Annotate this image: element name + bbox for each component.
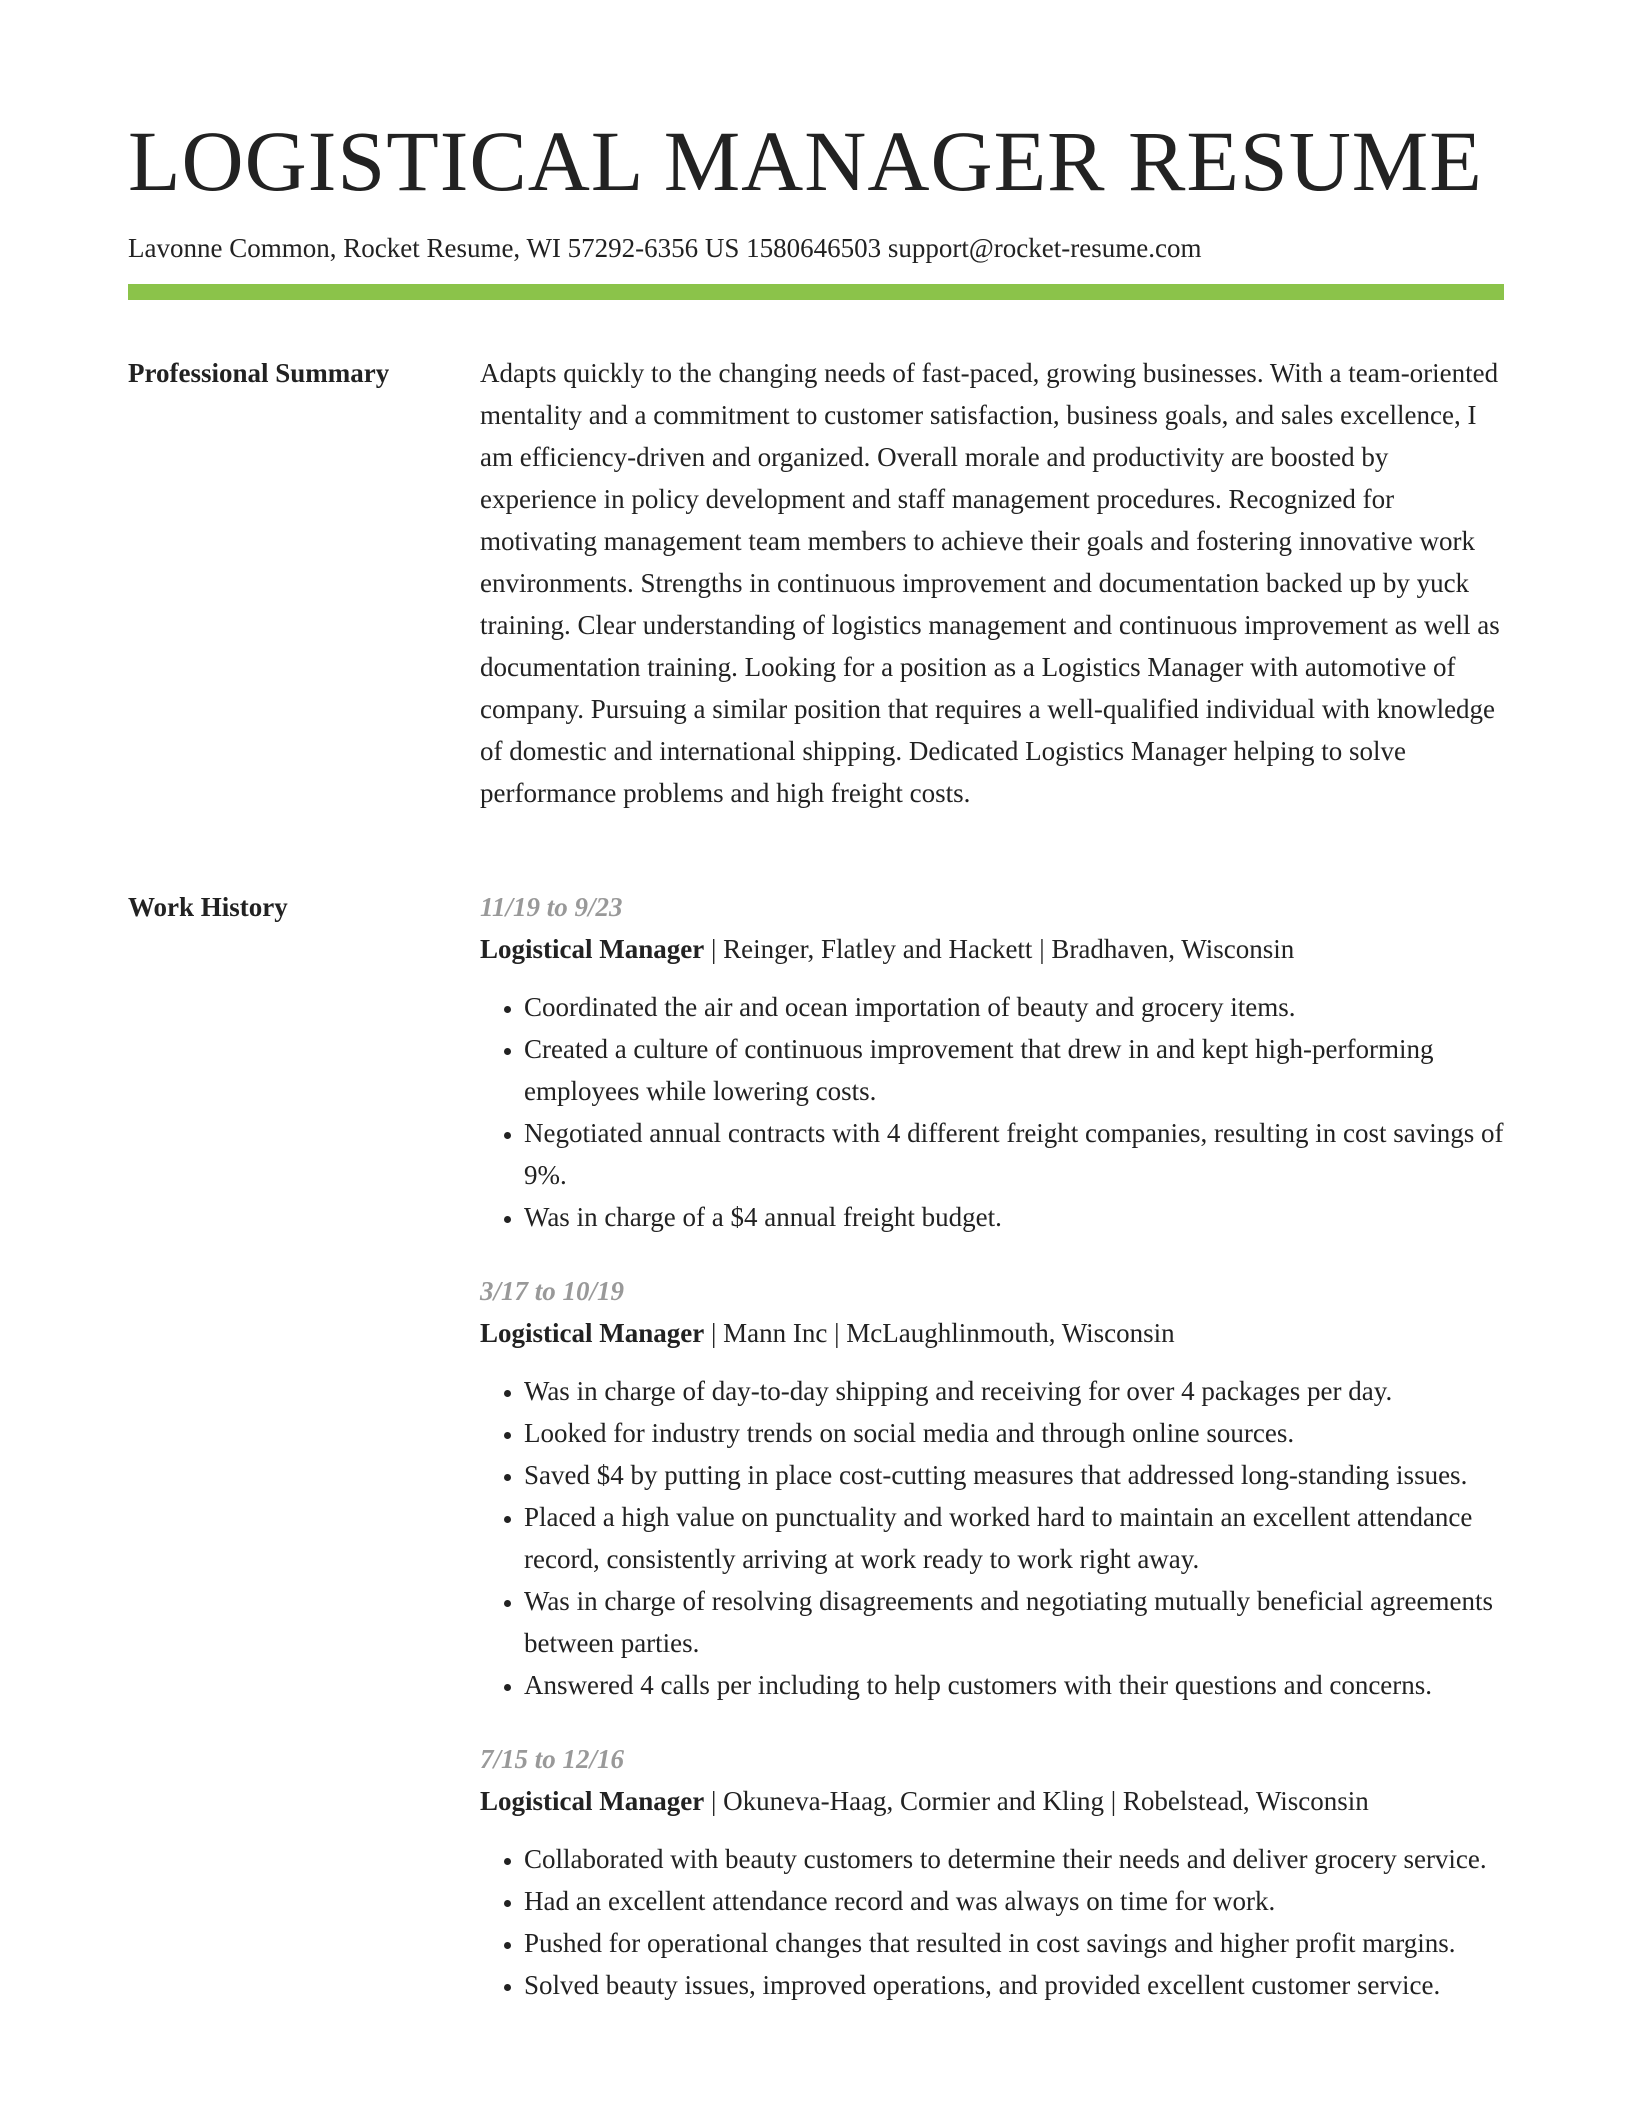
job-details: | Okuneva-Haag, Cormier and Kling | Robelstead, Wisconsin bbox=[704, 1786, 1369, 1816]
summary-heading: Professional Summary bbox=[128, 358, 390, 388]
summary-body bbox=[480, 352, 1504, 814]
job-entry bbox=[480, 1270, 1504, 1706]
job-bullet: • Solved beauty issues, improved operations, and provided excellent customer service. bbox=[524, 1964, 1504, 2006]
job-bullets bbox=[480, 1370, 1504, 1706]
job-bullet: • Created a culture of continuous improvement that drew in and kept high-performing employees while lowering costs. bbox=[524, 1028, 1504, 1112]
job-entry bbox=[480, 1738, 1504, 2006]
work-history-heading: Work History bbox=[128, 892, 288, 922]
job-details: | Mann Inc | McLaughlinmouth, Wisconsin bbox=[704, 1318, 1175, 1348]
job-header bbox=[480, 1312, 1504, 1354]
job-bullet: • Answered 4 calls per including to help customers with their questions and concerns. bbox=[524, 1664, 1504, 1706]
job-dates: 3/17 to 10/19 bbox=[480, 1276, 625, 1306]
job-bullets bbox=[480, 1838, 1504, 2006]
work-history-body bbox=[480, 886, 1504, 2038]
job-header bbox=[480, 928, 1504, 970]
job-bullet: • Collaborated with beauty customers to determine their needs and deliver grocery service. bbox=[524, 1838, 1504, 1880]
contact-info: Lavonne Common, Rocket Resume, WI 57292-6356 US 1580646503 support@rocket-resume.com bbox=[128, 233, 1202, 263]
job-bullet: • Placed a high value on punctuality and worked hard to maintain an excellent attendance record, consistently arriving at work ready to work right away. bbox=[524, 1496, 1504, 1580]
job-bullet: • Coordinated the air and ocean importation of beauty and grocery items. bbox=[524, 986, 1504, 1028]
job-bullet: • Negotiated annual contracts with 4 different freight companies, resulting in cost savings of 9%. bbox=[524, 1112, 1504, 1196]
job-dates: 11/19 to 9/23 bbox=[480, 892, 623, 922]
job-bullet: • Was in charge of a $4 annual freight budget. bbox=[524, 1196, 1504, 1238]
job-title: Logistical Manager bbox=[480, 934, 705, 964]
job-details: | Reinger, Flatley and Hackett | Bradhaven, Wisconsin bbox=[704, 934, 1295, 964]
job-title: Logistical Manager bbox=[480, 1786, 705, 1816]
job-bullet: • Pushed for operational changes that resulted in cost savings and higher profit margins. bbox=[524, 1922, 1504, 1964]
job-title: Logistical Manager bbox=[480, 1318, 705, 1348]
summary-text: Adapts quickly to the changing needs of fast-paced, growing businesses. With a team-oriented mentality and a commitment to customer satisfaction, business goals, and sales excellence, I am efficiency-driven and organized. Overall morale and productivity are boosted by experience in policy development and staff management procedures. Recognized for motivating management team members to achieve their goals and fostering innovative work environments. Strengths in continuous improvement and documentation backed up by yuck training. Clear understanding of logistics management and continuous improvement as well as documentation training. Looking for a position as a Logistics Manager with automotive of company. Pursuing a similar position that requires a well-qualified individual with knowledge of domestic and international shipping. Dedicated Logistics Manager helping to solve performance problems and high freight costs. bbox=[480, 358, 1500, 808]
job-header bbox=[480, 1780, 1504, 1822]
job-bullet: • Was in charge of day-to-day shipping and receiving for over 4 packages per day. bbox=[524, 1370, 1504, 1412]
accent-divider bbox=[128, 284, 1504, 300]
job-bullets bbox=[480, 986, 1504, 1238]
resume-title: LOGISTICAL MANAGER RESUME bbox=[128, 113, 1483, 209]
job-bullet: • Saved $4 by putting in place cost-cutting measures that addressed long-standing issues. bbox=[524, 1454, 1504, 1496]
job-bullet: • Looked for industry trends on social media and through online sources. bbox=[524, 1412, 1504, 1454]
job-bullet: • Had an excellent attendance record and was always on time for work. bbox=[524, 1880, 1504, 1922]
job-dates: 7/15 to 12/16 bbox=[480, 1744, 625, 1774]
job-bullet: • Was in charge of resolving disagreements and negotiating mutually beneficial agreements between parties. bbox=[524, 1580, 1504, 1664]
job-entry bbox=[480, 886, 1504, 1238]
